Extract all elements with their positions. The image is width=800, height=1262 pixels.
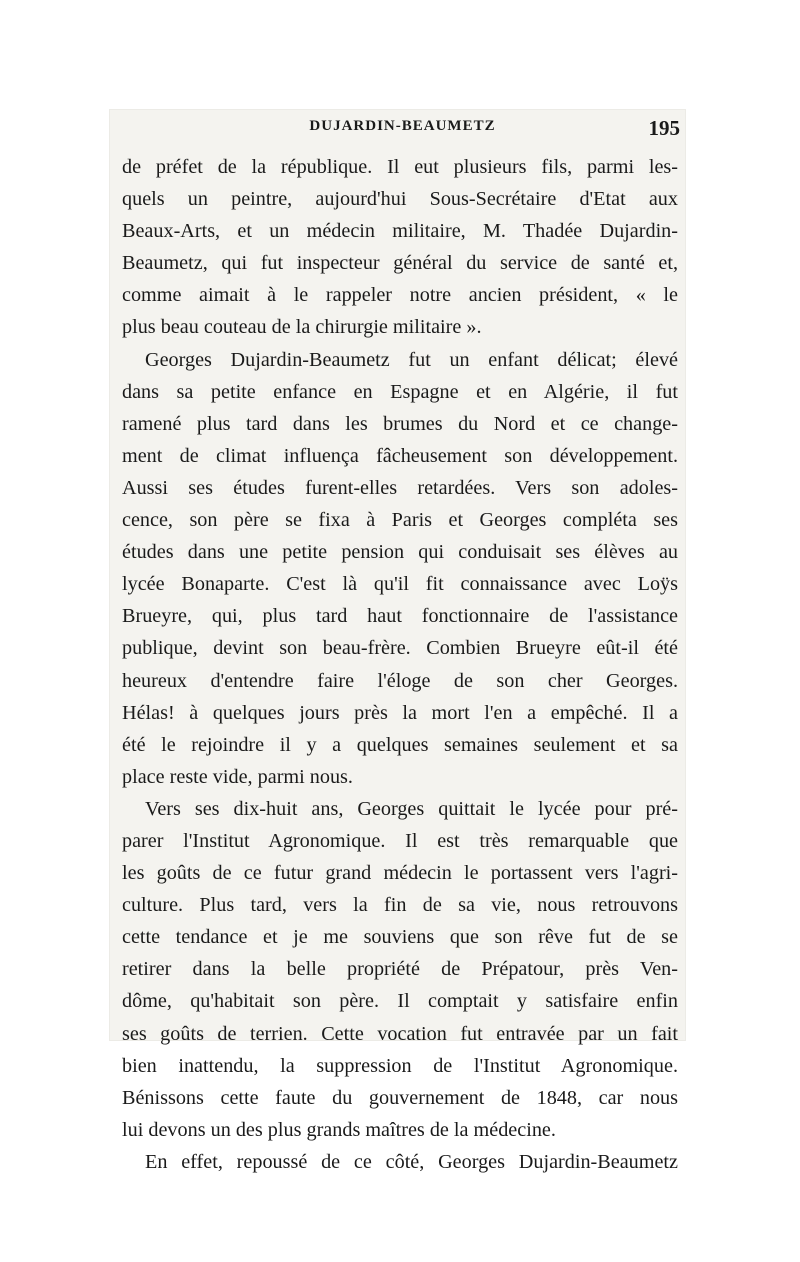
text-line: parer l'Institut Agronomique. Il est très remarquable que — [122, 829, 678, 852]
text-line: lycée Bonaparte. C'est là qu'il fit connaissance avec Loÿs — [122, 573, 678, 596]
text-line: bien inattendu, la suppression de l'Institut Agronomique. — [122, 1054, 678, 1077]
text-line: de préfet de la république. Il eut plusieurs fils, parmi les- — [122, 156, 678, 178]
text-line: place reste vide, parmi nous. — [122, 765, 353, 788]
running-title: DUJARDIN-BEAUMETZ — [309, 118, 496, 134]
text-line: dans sa petite enfance en Espagne et en Algérie, il fut — [122, 380, 678, 403]
text-line: quels un peintre, aujourd'hui Sous-Secrétaire d'Etat aux — [122, 188, 678, 211]
body-text — [122, 151, 678, 1178]
text-line: ramené plus tard dans les brumes du Nord et ce change- — [122, 412, 678, 435]
text-line: études dans une petite pension qui conduisait ses élèves au — [122, 541, 678, 564]
text-line: cette tendance et je me souviens que son rêve fut de se — [122, 926, 678, 949]
page-number: 195 — [648, 116, 680, 140]
text-line: lui devons un des plus grands maîtres de la médecine. — [122, 1118, 556, 1141]
text-line: ment de climat influença fâcheusement son développement. — [122, 444, 678, 467]
text-line: retirer dans la belle propriété de Prépatour, près Ven- — [122, 958, 678, 981]
text-line: cence, son père se fixa à Paris et Georges compléta ses — [122, 509, 678, 532]
text-line: Beaumetz, qui fut inspecteur général du service de santé et, — [122, 252, 678, 275]
text-line: été le rejoindre il y a quelques semaines seulement et sa — [122, 733, 678, 756]
text-line: les goûts de ce futur grand médecin le portassent vers l'agri- — [122, 862, 678, 885]
text-line: heureux d'entendre faire l'éloge de son cher Georges. — [122, 669, 678, 692]
text-line: Aussi ses études furent-elles retardées. Vers son adoles- — [122, 476, 678, 499]
text-line: comme aimait à le rappeler notre ancien président, « le — [122, 284, 678, 307]
text-line: plus beau couteau de la chirurgie militaire ». — [122, 316, 482, 339]
text-line: publique, devint son beau-frère. Combien Brueyre eût-il été — [122, 637, 678, 660]
text-line: Beaux-Arts, et un médecin militaire, M. Thadée Dujardin- — [122, 220, 678, 243]
text-line: Georges Dujardin-Beaumetz fut un enfant délicat; élevé — [145, 348, 678, 371]
text-line: En effet, repoussé de ce côté, Georges Dujardin-Beaumetz — [145, 1150, 678, 1173]
text-line: ses goûts de terrien. Cette vocation fut entravée par un fait — [122, 1022, 678, 1045]
text-line: culture. Plus tard, vers la fin de sa vie, nous retrouvons — [122, 894, 678, 917]
text-line: dôme, qu'habitait son père. Il comptait y satisfaire enfin — [122, 990, 678, 1013]
text-line: Brueyre, qui, plus tard haut fonctionnaire de l'assistance — [122, 605, 678, 628]
text-line: Hélas! à quelques jours près la mort l'en a empêché. Il a — [122, 701, 678, 724]
text-line: Vers ses dix-huit ans, Georges quittait le lycée pour pré- — [145, 797, 678, 820]
text-line: Bénissons cette faute du gouvernement de 1848, car nous — [122, 1086, 678, 1109]
running-head — [125, 116, 680, 142]
